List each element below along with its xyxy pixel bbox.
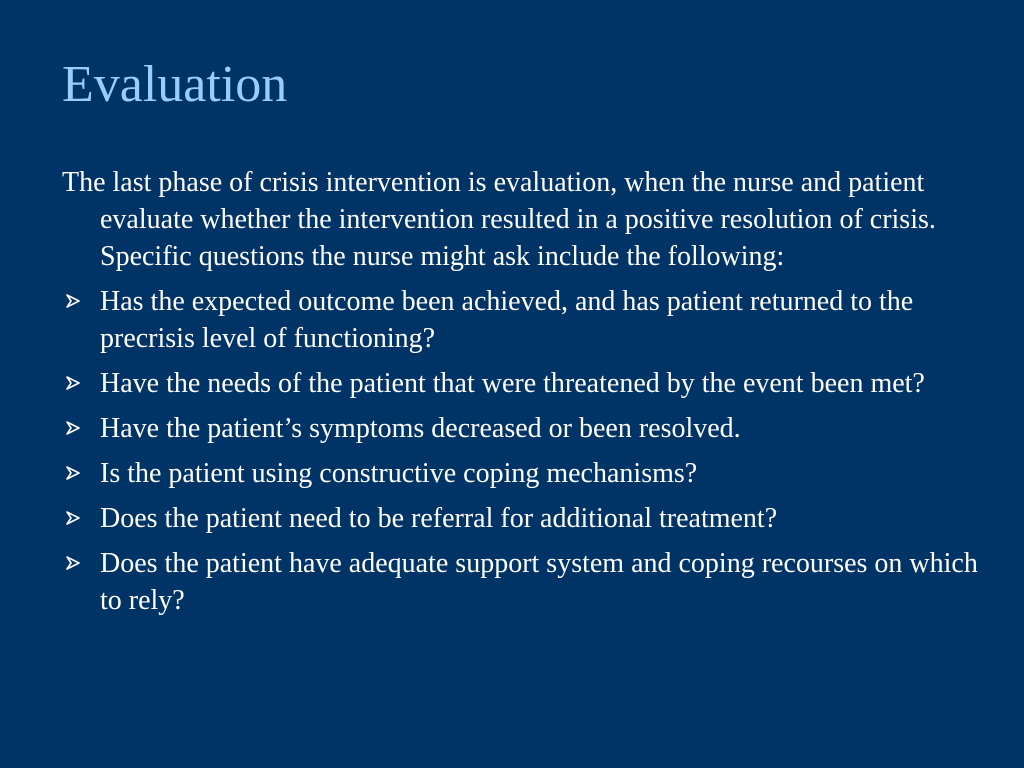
bullet-item <box>62 365 982 402</box>
arrowhead-bullet-icon <box>65 410 85 447</box>
arrowhead-bullet-icon <box>65 500 85 537</box>
bullet-list <box>62 283 982 619</box>
bullet-text: Does the patient have adequate support system and coping recourses on which to rely? <box>100 548 978 616</box>
slide-title: Evaluation <box>62 56 288 113</box>
bullet-item <box>62 500 982 537</box>
arrowhead-bullet-icon <box>65 283 85 320</box>
bullet-text: Have the patient’s symptoms decreased or been resolved. <box>100 413 741 444</box>
arrowhead-bullet-icon <box>65 455 85 492</box>
bullet-item <box>62 545 982 619</box>
arrowhead-bullet-icon <box>65 365 85 402</box>
arrowhead-bullet-icon <box>65 545 85 582</box>
bullet-item <box>62 455 982 492</box>
bullet-item <box>62 410 982 447</box>
intro-paragraph: The last phase of crisis intervention is evaluation, when the nurse and patient evaluate whether the intervention resulted in a positive resolution of crisis. Specific questions the nurse might ask include the following: <box>62 167 936 272</box>
bullet-text: Have the needs of the patient that were threatened by the event been met? <box>100 368 925 399</box>
bullet-text: Has the expected outcome been achieved, and has patient returned to the precrisis level of functioning? <box>100 286 914 354</box>
slide-body <box>62 164 982 627</box>
bullet-text: Is the patient using constructive coping mechanisms? <box>100 458 698 489</box>
bullet-item <box>62 283 982 357</box>
bullet-text: Does the patient need to be referral for additional treatment? <box>100 503 778 534</box>
